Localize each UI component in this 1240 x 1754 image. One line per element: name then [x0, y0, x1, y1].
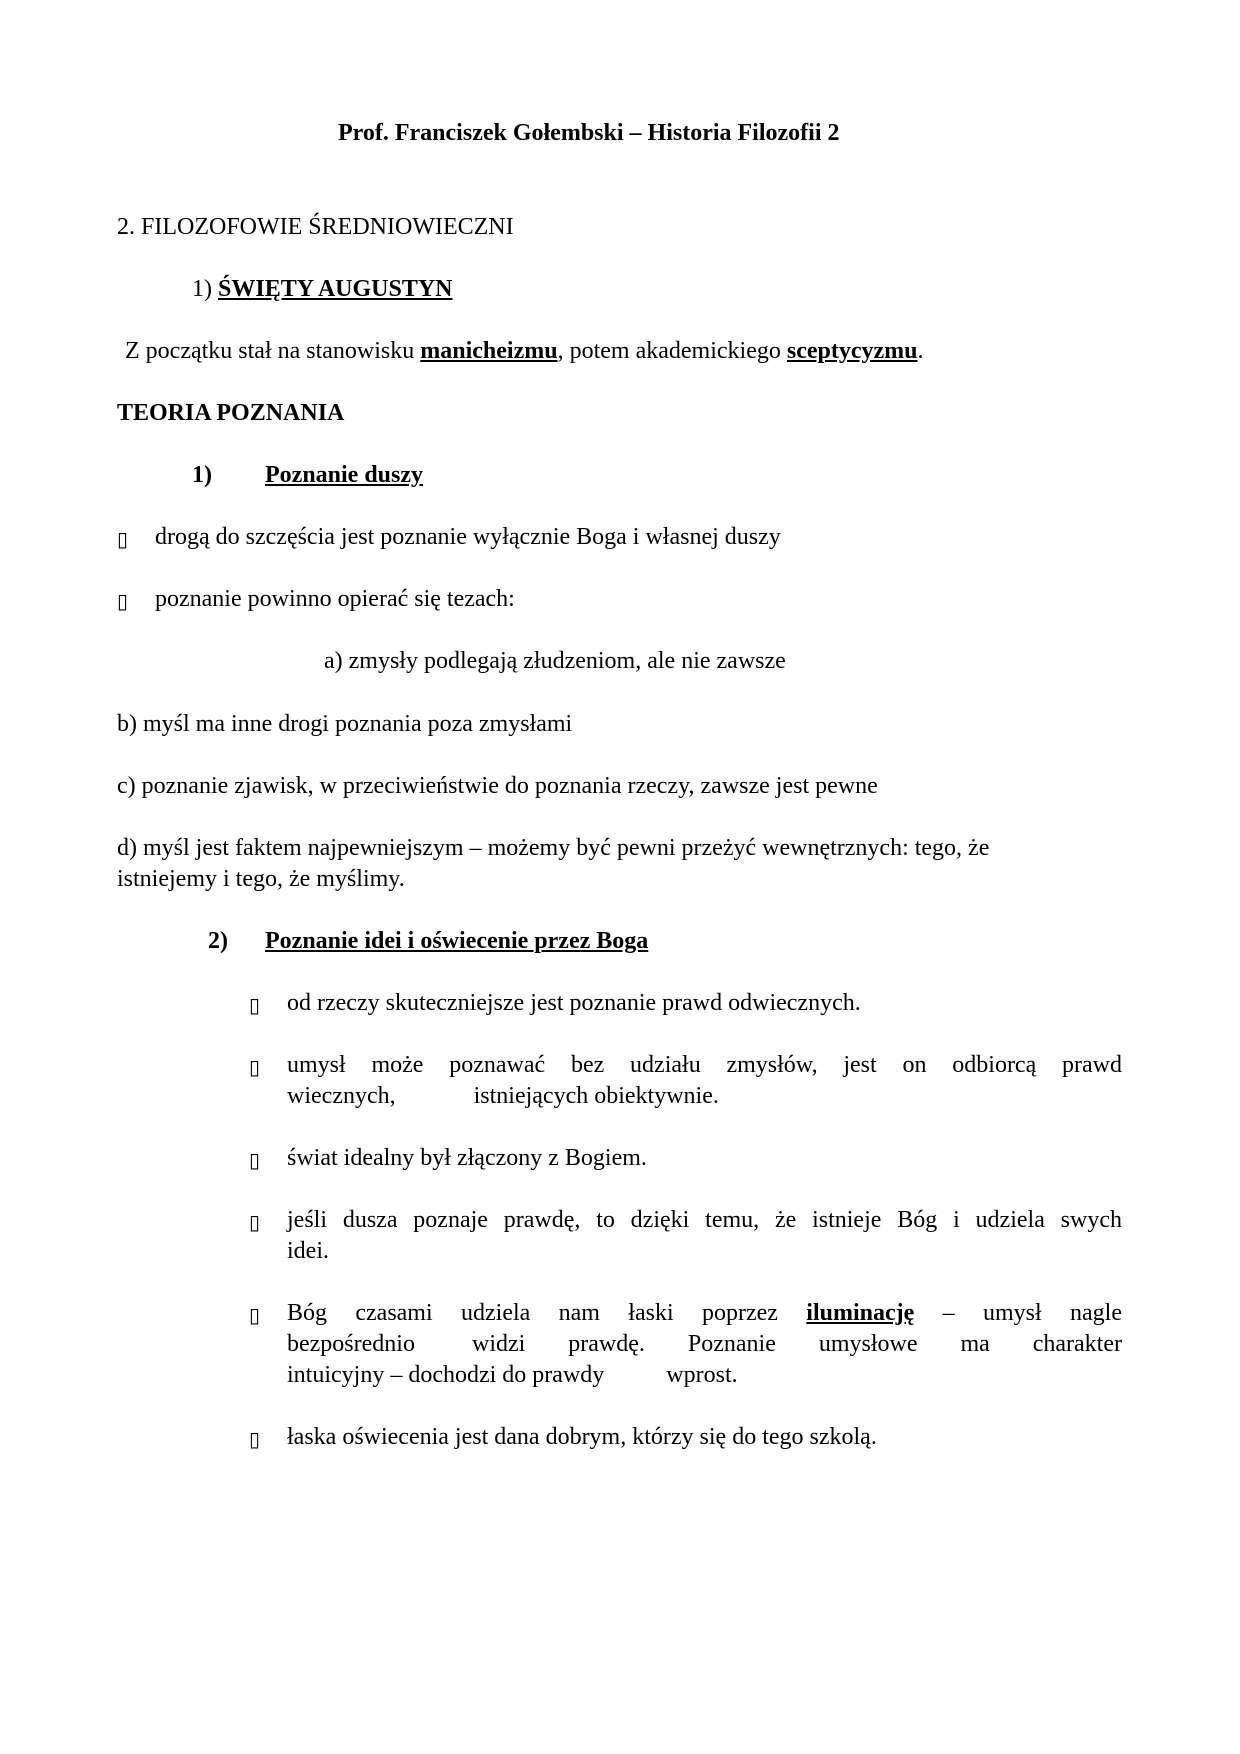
part1-title: Poznanie duszy	[265, 462, 424, 488]
bullet-icon: ▯	[117, 527, 129, 551]
intro-text: Z początku stał na stanowisku	[125, 338, 421, 364]
list-item: od rzeczy skuteczniejsze jest poznanie prawd odwiecznych.	[287, 990, 861, 1016]
text-fragment: istniejących obiektywnie.	[473, 1083, 719, 1109]
part2-title: Poznanie idei i oświecenie przez Boga	[265, 928, 649, 954]
part1-number: 1)	[192, 462, 212, 488]
bullet-icon: ▯	[117, 589, 129, 613]
thesis-b: b) myśl ma inne drogi poznania poza zmysłami	[117, 711, 573, 737]
list-item: poznanie powinno opierać się tezach:	[155, 586, 515, 612]
text-fragment: intuicyjny – dochodzi do prawdy	[287, 1362, 605, 1388]
text-fragment: bezpośrednio	[287, 1331, 415, 1357]
list-item-line	[287, 1360, 738, 1391]
list-item-line: jeśli dusza poznaje prawdę, to dzięki temu, że istnieje Bóg i udziela swych	[287, 1207, 1122, 1233]
list-item-line	[287, 1081, 719, 1112]
thesis-d-line1: d) myśl jest faktem najpewniejszym – możemy być pewni przeżyć wewnętrznych: tego, że	[117, 835, 990, 861]
list-item-line	[287, 1329, 1122, 1360]
page-title: Prof. Franciszek Gołembski – Historia Filozofii 2	[338, 120, 840, 146]
term-manicheizm: manicheizmu	[420, 338, 558, 364]
text-fragment: Bóg czasami udziela nam łaski poprzez	[287, 1300, 807, 1326]
intro-text-mid: , potem akademickiego	[557, 338, 787, 364]
thesis-c: c) poznanie zjawisk, w przeciwieństwie do poznania rzeczy, zawsze jest pewne	[117, 773, 878, 799]
text-fragment: wiecznych,	[287, 1083, 396, 1109]
list-item: łaska oświecenia jest dana dobrym, którzy się do tego szkolą.	[287, 1424, 877, 1450]
term-iluminacja: iluminację	[806, 1300, 915, 1326]
list-item-line	[287, 1298, 1122, 1329]
bullet-icon: ▯	[249, 1148, 261, 1172]
subsection-number: 1)	[192, 276, 218, 302]
list-item-line: idei.	[287, 1238, 329, 1264]
thesis-a: a) zmysły podlegają złudzeniom, ale nie zawsze	[324, 648, 786, 674]
intro-paragraph	[125, 336, 924, 367]
subsection-name: ŚWIĘTY AUGUSTYN	[218, 276, 453, 302]
bullet-icon: ▯	[249, 1427, 261, 1451]
theory-heading: TEORIA POZNANIA	[117, 400, 345, 426]
text-fragment: widzi prawdę. Poznanie umysłowe ma charakter	[472, 1331, 1122, 1357]
list-item: drogą do szczęścia jest poznanie wyłącznie Boga i własnej duszy	[155, 524, 781, 550]
term-sceptycyzm: sceptycyzmu	[786, 338, 918, 364]
bullet-icon: ▯	[249, 1055, 261, 1079]
text-fragment: – umysł nagle	[914, 1300, 1122, 1326]
bullet-icon: ▯	[249, 1303, 261, 1327]
bullet-icon: ▯	[249, 1210, 261, 1234]
list-item: świat idealny był złączony z Bogiem.	[287, 1145, 647, 1171]
list-item-line: umysł może poznawać bez udziału zmysłów, jest on odbiorcą prawd	[287, 1052, 1122, 1078]
section-heading: 2. FILOZOFOWIE ŚREDNIOWIECZNI	[117, 214, 514, 240]
intro-text-end: .	[917, 338, 924, 364]
part2-number: 2)	[208, 928, 228, 954]
subsection-heading	[192, 274, 453, 305]
text-fragment: wprost.	[666, 1362, 738, 1388]
bullet-icon: ▯	[249, 993, 261, 1017]
thesis-d-line2: istniejemy i tego, że myślimy.	[117, 866, 405, 892]
